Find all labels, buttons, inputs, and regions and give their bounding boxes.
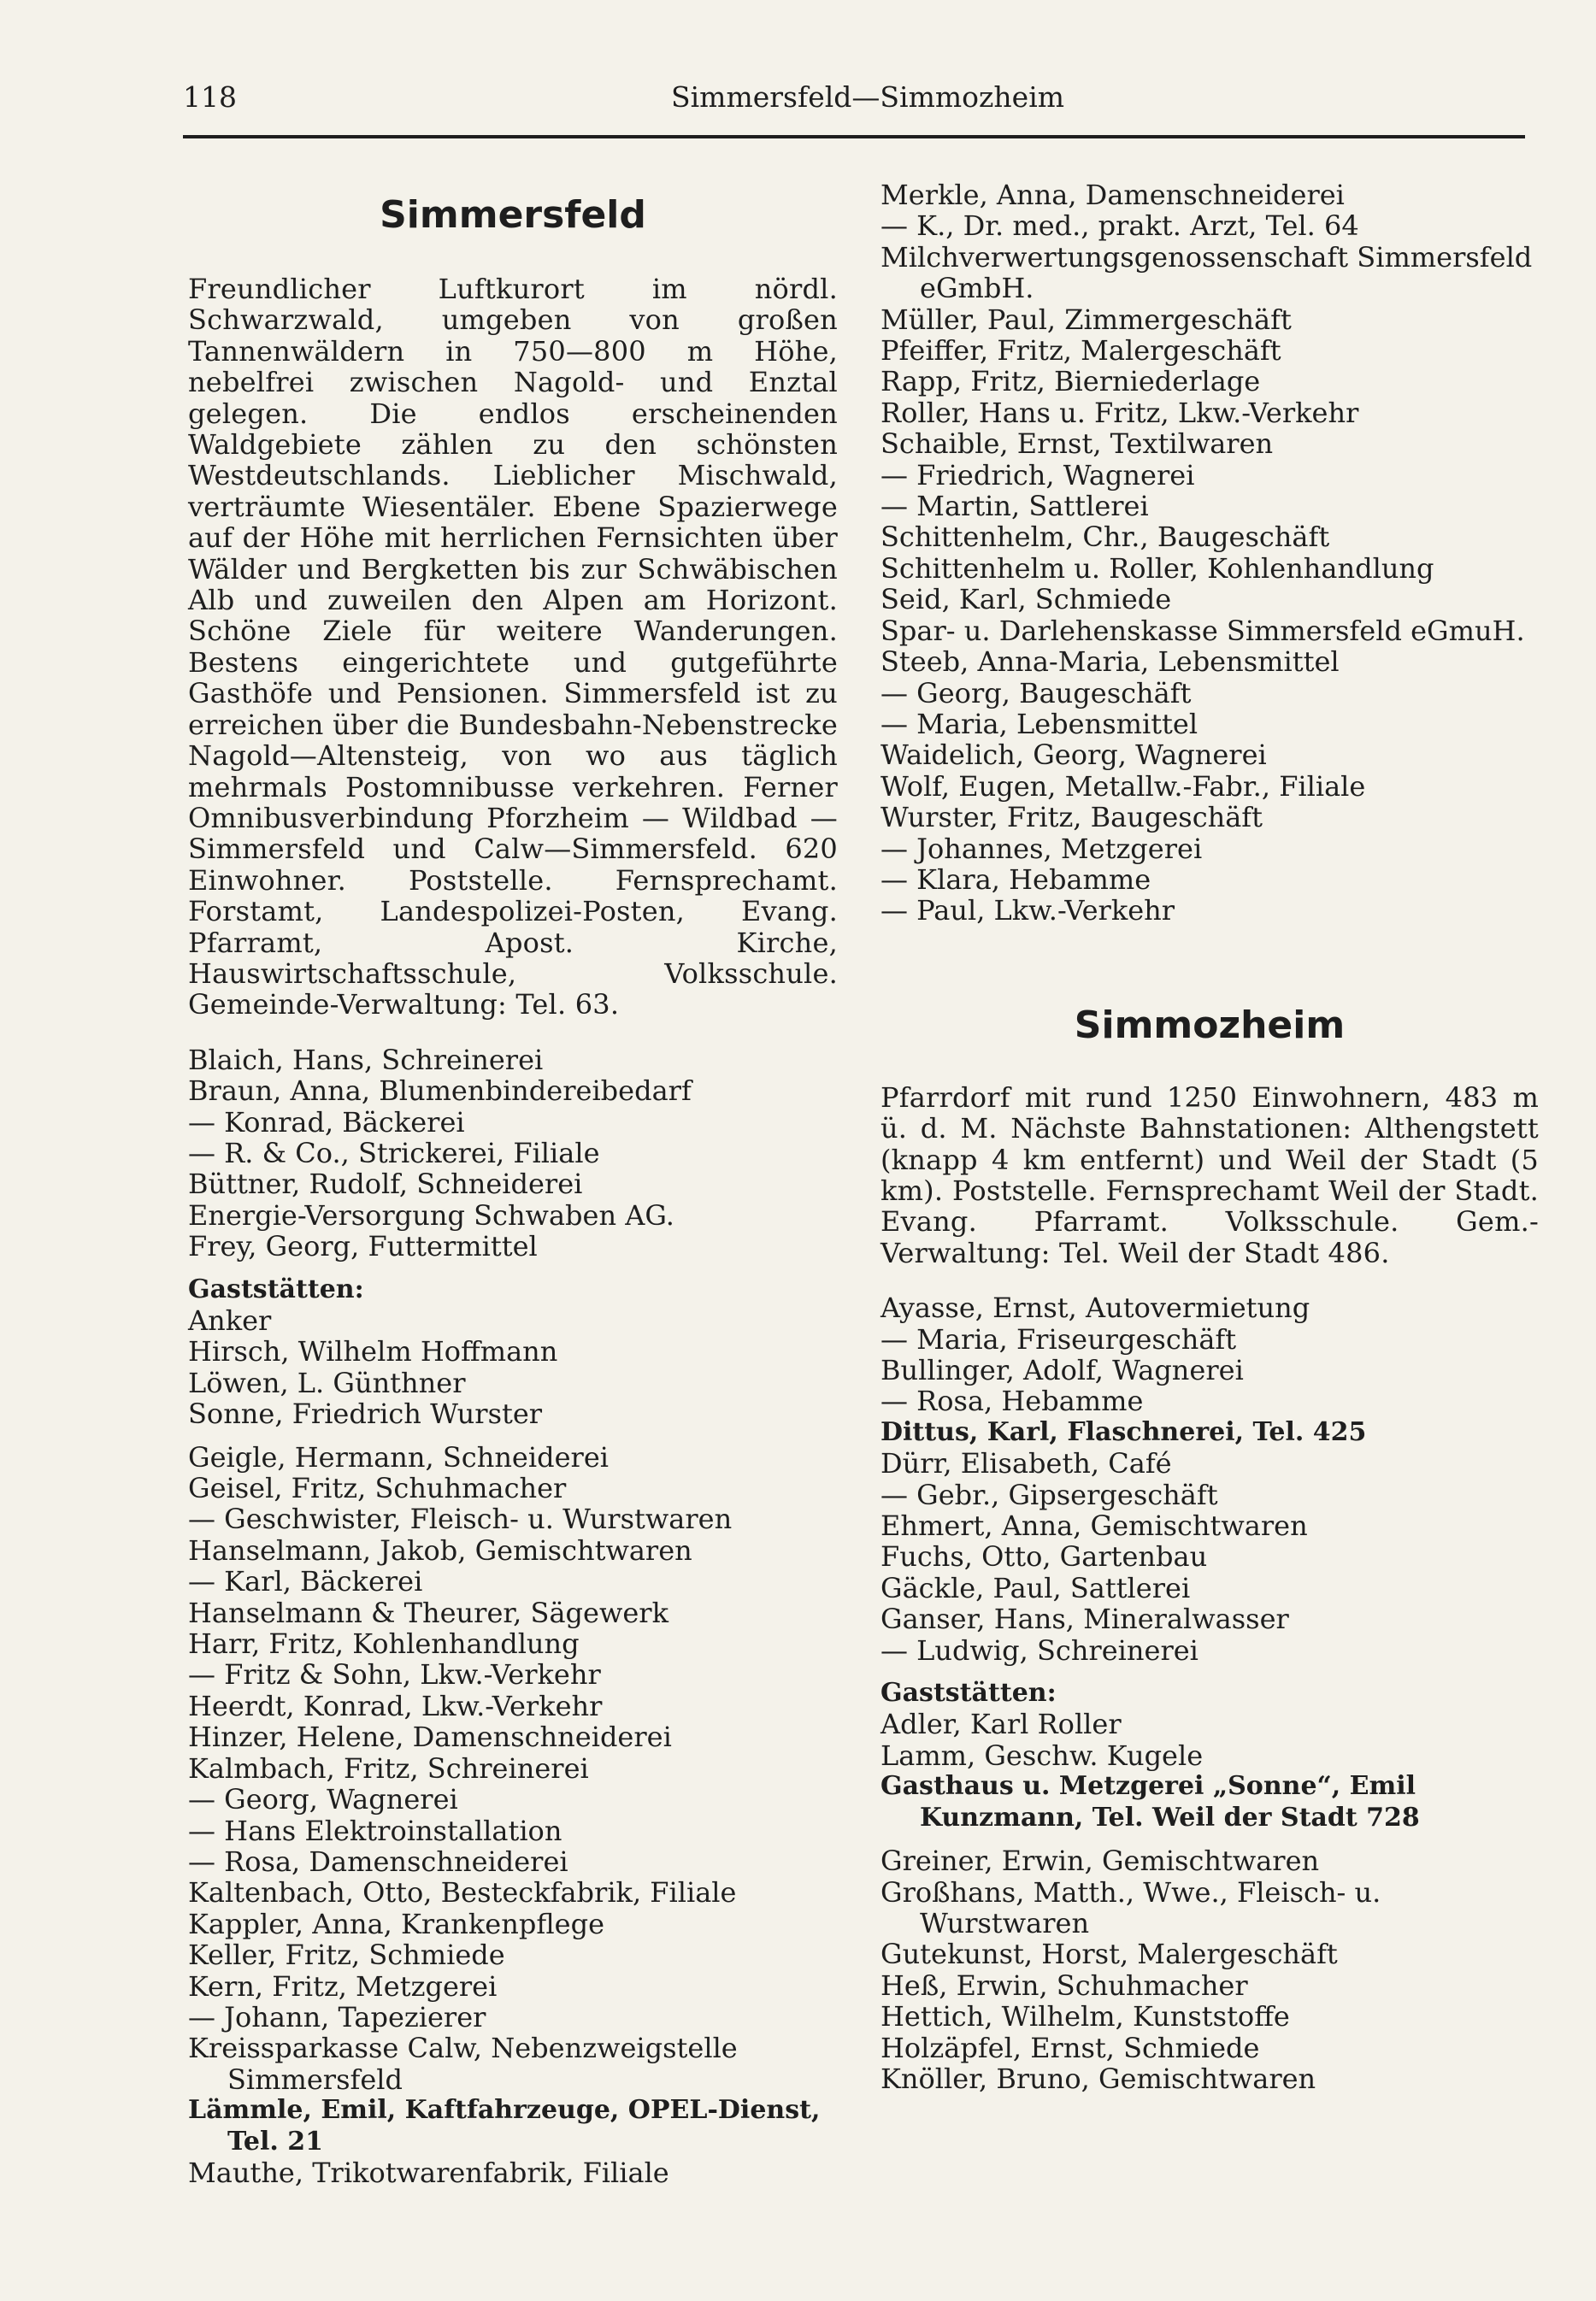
list-item: Fuchs, Otto, Gartenbau	[880, 1540, 1208, 1574]
list-item: Wurster, Fritz, Baugeschäft	[880, 801, 1263, 834]
list-item: Energie-Versorgung Schwaben AG.	[188, 1198, 674, 1232]
list-item: Mauthe, Trikotwarenfabrik, Filiale	[188, 2156, 669, 2189]
list-item: — Hans Elektroinstallation	[188, 1814, 562, 1847]
list-item: Gasthaus u. Metzgerei „Sonne“, Emil Kunzmann, Tel. Weil der Stadt 728	[880, 1771, 1420, 1833]
section-title-simmersfeld: Simmersfeld	[380, 193, 646, 237]
list-item: Löwen, L. Günthner	[188, 1366, 466, 1399]
list-item: — Maria, Friseurgeschäft	[880, 1322, 1237, 1356]
list-item: Waidelich, Georg, Wagnerei	[880, 739, 1267, 772]
gaststaetten-heading: Gaststätten:	[880, 1678, 1057, 1709]
simmozheim-entries-c	[880, 1845, 1539, 2094]
list-item: Wolf, Eugen, Metallw.-Fabr., Filiale	[880, 769, 1366, 803]
list-item: Schaible, Ernst, Textilwaren	[880, 427, 1274, 461]
list-item: Braun, Anna, Blumenbindereibedarf	[188, 1074, 692, 1108]
list-item: Dittus, Karl, Flaschnerei, Tel. 425	[880, 1416, 1367, 1447]
right-column	[880, 179, 1539, 2106]
list-item: Pfeiffer, Fritz, Malergeschäft	[880, 334, 1281, 368]
list-item: — Konrad, Bäckerei	[188, 1105, 465, 1139]
list-item: Schittenhelm u. Roller, Kohlenhandlung	[880, 551, 1434, 585]
simmozheim-gaststaetten	[880, 1709, 1539, 1833]
running-head: Simmersfeld—Simmozheim	[671, 80, 1065, 114]
list-item: Milchverwertungsgenossenschaft Simmersfeld eGmbH.	[880, 240, 1533, 305]
list-item: Roller, Hans u. Fritz, Lkw.-Verkehr	[880, 396, 1359, 429]
list-item: Kreissparkasse Calw, Nebenzweigstelle Simmersfeld	[188, 2032, 738, 2096]
list-item: — Georg, Wagnerei	[188, 1783, 458, 1816]
list-item: Hinzer, Helene, Damenschneiderei	[188, 1721, 672, 1754]
list-item: — K., Dr. med., prakt. Arzt, Tel. 64	[880, 209, 1359, 243]
list-item: Lamm, Geschw. Kugele	[880, 1739, 1204, 1772]
list-item: Ganser, Hans, Mineralwasser	[880, 1603, 1289, 1636]
left-column	[188, 179, 838, 2200]
list-item: Ehmert, Anna, Gemischtwaren	[880, 1509, 1308, 1543]
list-item: — Maria, Lebensmittel	[880, 707, 1198, 740]
list-item: — Johannes, Metzgerei	[880, 832, 1203, 865]
list-item: Lämmle, Emil, Kaftfahrzeuge, OPEL-Dienst, Tel. 21	[188, 2095, 821, 2157]
list-item: — Friedrich, Wagnerei	[880, 458, 1195, 491]
header-rule	[183, 135, 1525, 138]
list-item: Hirsch, Wilhelm Hoffmann	[188, 1335, 558, 1368]
list-item: Adler, Karl Roller	[880, 1708, 1122, 1741]
list-item: Dürr, Elisabeth, Café	[880, 1447, 1172, 1480]
list-item: Anker	[188, 1304, 272, 1337]
list-item: Heß, Erwin, Schuhmacher	[880, 1969, 1248, 2002]
list-item: Heerdt, Konrad, Lkw.-Verkehr	[188, 1689, 603, 1722]
list-item: Geigle, Hermann, Schneiderei	[188, 1440, 609, 1474]
list-item: — Rosa, Hebamme	[880, 1385, 1144, 1418]
list-item: Hanselmann & Theurer, Sägewerk	[188, 1596, 668, 1629]
list-item: Ayasse, Ernst, Autovermietung	[880, 1292, 1310, 1325]
simmersfeld-intro: Freundlicher Luftkurort im nördl. Schwarzwald, umgeben von großen Tannenwäldern in 750—800 m Höhe, nebelfrei zwischen Nagold- und Enztal gelegen. Die endlos erscheinenden Waldgebiete zählen zu den schönsten Westdeutschlands. Lieblicher Mischwald, verträumte Wiesentäler. Ebene Spazierwege auf der Höhe mit herrlichen Fernsichten über Wälder und Bergketten bis zur Schwäbischen Alb und zuweilen den Alpen am Horizont. Schöne Ziele für weitere Wanderungen. Bestens eingerichtete und gutgeführte Gasthöfe und Pensionen. Simmersfeld ist zu erreichen über die Bundesbahn-Nebenstrecke Nagold—Altensteig, von wo aus täglich mehrmals Postomnibusse verkehren. Ferner Omnibusverbindung Pforzheim — Wildbad — Simmersfeld und Calw—Simmersfeld. 620 Einwohner. Poststelle. Fernsprechamt. Forstamt, Landespolizei-Posten, Evang. Pfarramt, Apost. Kirche, Hauswirtschaftsschule, Volksschule. Gemeinde-Verwaltung: Tel. 63.	[188, 273, 838, 1021]
list-item: — Martin, Sattlerei	[880, 490, 1149, 523]
list-item: Knöller, Bruno, Gemischtwaren	[880, 2062, 1316, 2095]
gaststaetten-heading: Gaststätten:	[188, 1274, 364, 1304]
list-item: — Johann, Tapezierer	[188, 2000, 486, 2033]
section-title-simmozheim: Simmozheim	[1074, 1003, 1346, 1047]
list-item: — R. & Co., Strickerei, Filiale	[188, 1136, 600, 1169]
list-item: Geisel, Fritz, Schuhmacher	[188, 1472, 567, 1505]
list-item: Hettich, Wilhelm, Kunststoffe	[880, 2000, 1290, 2033]
list-item: Büttner, Rudolf, Schneiderei	[188, 1168, 583, 1201]
page-number: 118	[183, 80, 237, 114]
list-item: Gutekunst, Horst, Malergeschäft	[880, 1938, 1338, 1971]
list-item: Bullinger, Adolf, Wagnerei	[880, 1354, 1244, 1386]
list-item: Rapp, Fritz, Bierniederlage	[880, 365, 1261, 398]
list-item: — Gebr., Gipsergeschäft	[880, 1478, 1218, 1511]
list-item: Greiner, Erwin, Gemischtwaren	[880, 1845, 1320, 1878]
list-item: Keller, Fritz, Schmiede	[188, 1939, 505, 1972]
list-item: Müller, Paul, Zimmergeschäft	[880, 303, 1292, 336]
list-item: Gäckle, Paul, Sattlerei	[880, 1571, 1191, 1604]
list-item: Seid, Karl, Schmiede	[880, 583, 1172, 616]
list-item: Sonne, Friedrich Wurster	[188, 1398, 543, 1431]
list-item: Spar- u. Darlehenskasse Simmersfeld eGmuH.	[880, 614, 1525, 647]
simmozheim-entries-a	[880, 1292, 1539, 1666]
list-item: Kalmbach, Fritz, Schreinerei	[188, 1751, 589, 1785]
simmersfeld-entries-continued	[880, 179, 1539, 927]
list-item: Großhans, Matth., Wwe., Fleisch- u. Wurstwaren	[880, 1875, 1381, 1939]
list-item: Frey, Georg, Futtermittel	[188, 1230, 538, 1263]
list-item: — Ludwig, Schreinerei	[880, 1633, 1198, 1667]
list-item: Hanselmann, Jakob, Gemischtwaren	[188, 1533, 692, 1567]
list-item: Kappler, Anna, Krankenpflege	[188, 1907, 605, 1940]
list-item: Steeb, Anna-Maria, Lebensmittel	[880, 645, 1340, 679]
list-item: Kaltenbach, Otto, Besteckfabrik, Filiale	[188, 1876, 737, 1910]
list-item: Kern, Fritz, Metzgerei	[188, 1969, 498, 2003]
list-item: — Paul, Lkw.-Verkehr	[880, 894, 1175, 927]
list-item: — Georg, Baugeschäft	[880, 676, 1192, 709]
list-item: — Geschwister, Fleisch- u. Wurstwaren	[188, 1503, 733, 1536]
list-item: — Rosa, Damenschneiderei	[188, 1845, 568, 1878]
list-item: — Klara, Hebamme	[880, 862, 1151, 896]
list-item: Schittenhelm, Chr., Baugeschäft	[880, 521, 1330, 554]
simmersfeld-entries-b	[188, 1442, 838, 2189]
list-item: Holzäpfel, Ernst, Schmiede	[880, 2031, 1260, 2064]
list-item: — Fritz & Sohn, Lkw.-Verkehr	[188, 1658, 601, 1692]
simmozheim-intro: Pfarrdorf mit rund 1250 Einwohnern, 483 m ü. d. M. Nächste Bahnstationen: Althengstett (knapp 4 km entfernt) und Weil der Stadt (5 km). Poststelle. Fernsprechamt Weil der Stadt. Evang. Pfarramt. Volksschule. Gem.-Verwaltung: Tel. Weil der Stadt 486.	[880, 1080, 1539, 1269]
list-item: Blaich, Hans, Schreinerei	[188, 1043, 544, 1076]
list-item: Harr, Fritz, Kohlenhandlung	[188, 1627, 580, 1661]
simmersfeld-gaststaetten	[188, 1305, 838, 1430]
list-item: Merkle, Anna, Damenschneiderei	[880, 179, 1345, 211]
list-item: — Karl, Bäckerei	[188, 1565, 423, 1598]
simmersfeld-entries-a	[188, 1045, 838, 1262]
